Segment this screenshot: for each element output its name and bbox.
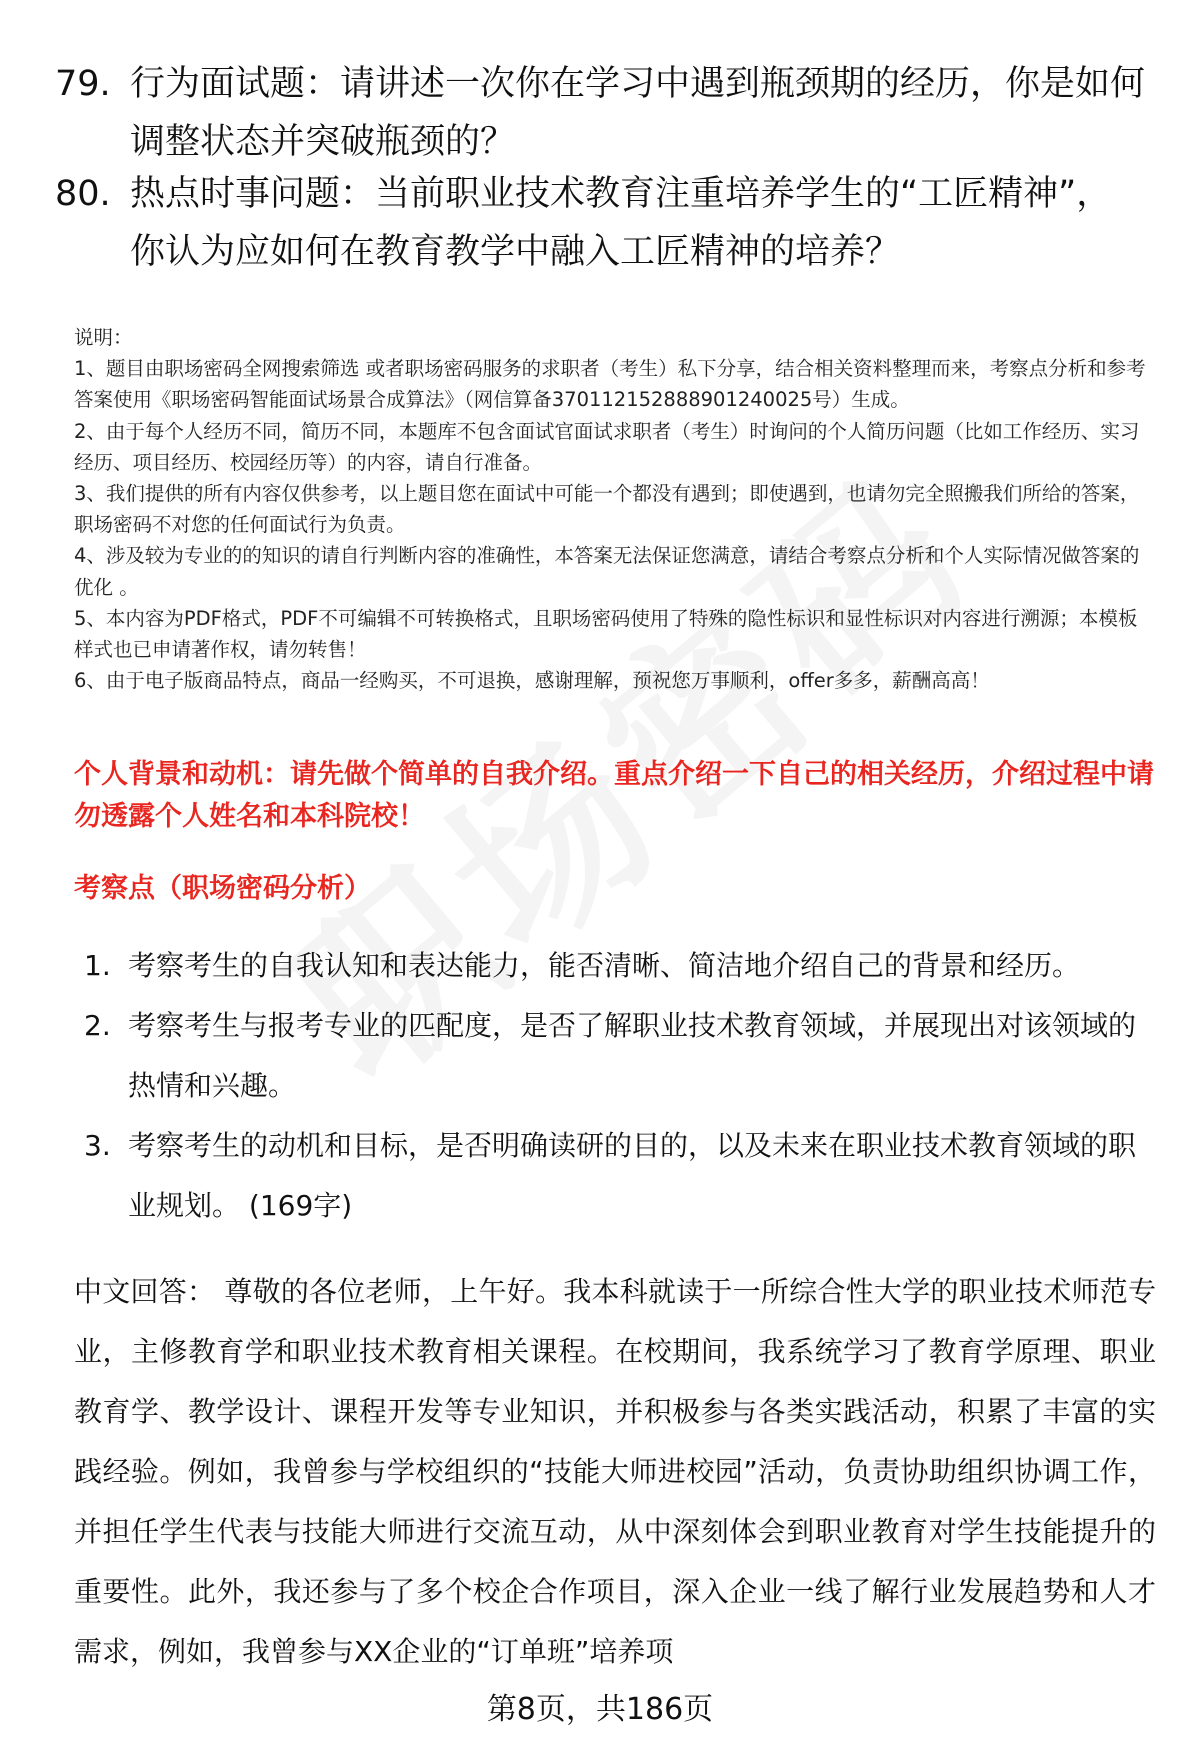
question-text: 热点时事问题：当前职业技术教育注重培养学生的“工匠精神”，你认为应如何在教育教学中融入工匠精神的培养？ [130, 174, 1112, 272]
page-footer: 第8页，共186页 [486, 1692, 714, 1727]
analysis-points [74, 936, 1154, 1236]
disclaimer-notes [74, 322, 1154, 696]
question-number: 80. [55, 174, 111, 214]
note-item: 3、我们提供的所有内容仅供参考，以上题目您在面试中可能一个都没有遇到；即使遇到，也请勿完全照搬我们所给的答案，职场密码不对您的任何面试行为负责。 [74, 482, 1140, 537]
question-number: 79. [55, 64, 111, 104]
analysis-point [74, 996, 1154, 1116]
note-item: 1、题目由职场密码全网搜索筛选 或者职场密码服务的求职者（考生）私下分享，结合相关资料整理而来，考察点分析和参考答案使用《职场密码智能面试场景合成算法》（网信算备370112152888901240025号）生成。 [74, 357, 1146, 412]
analysis-heading: 考察点（职场密码分析） [74, 873, 371, 904]
point-number: 2. [84, 1009, 111, 1042]
question-text: 行为面试题：请讲述一次你在学习中遇到瓶颈期的经历，你是如何调整状态并突破瓶颈的？ [130, 64, 1146, 162]
point-text: 考察考生与报考专业的匹配度，是否了解职业技术教育领域，并展现出对该领域的热情和兴趣。 [128, 1009, 1137, 1102]
current-question-heading: 个人背景和动机：请先做个简单的自我介绍。重点介绍一下自己的相关经历，介绍过程中请勿透露个人姓名和本科院校！ [74, 759, 1154, 832]
point-number: 1. [84, 949, 111, 982]
analysis-point [74, 1116, 1154, 1236]
answer-label: 中文回答： [74, 1275, 216, 1308]
point-text: 考察考生的动机和目标，是否明确读研的目的，以及未来在职业技术教育领域的职业规划。 (169字) [128, 1129, 1137, 1222]
analysis-point [74, 936, 1154, 996]
point-number: 3. [84, 1129, 111, 1162]
point-text: 考察考生的自我认知和表达能力，能否清晰、简洁地介绍自己的背景和经历。 [128, 949, 1081, 982]
question-79 [55, 55, 1145, 171]
answer-text: 尊敬的各位老师，上午好。我本科就读于一所综合性大学的职业技术师范专业，主修教育学和职业技术教育相关课程。在校期间，我系统学习了教育学原理、职业教育学、教学设计、课程开发等专业知识，并积极参与各类实践活动，积累了丰富的实践经验。例如，我曾参与学校组织的“技能大师进校园”活动，负责协助组织协调工作，并担任学生代表与技能大师进行交流互动，从中深刻体会到职业教育对学生技能提升的重要性。此外，我还参与了多个校企合作项目，深入企业一线了解行业发展趋势和人才需求，例如，我曾参与XX企业的“订单班”培养项 [74, 1275, 1156, 1668]
question-80 [55, 165, 1145, 281]
note-item: 6、由于电子版商品特点，商品一经购买，不可退换，感谢理解，预祝您万事顺利，offer多多，薪酬高高！ [74, 669, 990, 693]
note-item: 4、涉及较为专业的的知识的请自行判断内容的准确性，本答案无法保证您满意，请结合考察点分析和个人实际情况做答案的优化 。 [74, 544, 1140, 599]
note-item: 5、本内容为PDF格式，PDF不可编辑不可转换格式，且职场密码使用了特殊的隐性标识和显性标识对内容进行溯源；本模板样式也已申请著作权，请勿转售！ [74, 606, 1138, 662]
answer-paragraph [74, 1262, 1156, 1682]
notes-heading: 说明： [74, 326, 133, 349]
note-item: 2、由于每个人经历不同，简历不同，本题库不包含面试官面试求职者（考生）时询问的个人简历问题（比如工作经历、实习经历、项目经历、校园经历等）的内容，请自行准备。 [74, 419, 1140, 474]
